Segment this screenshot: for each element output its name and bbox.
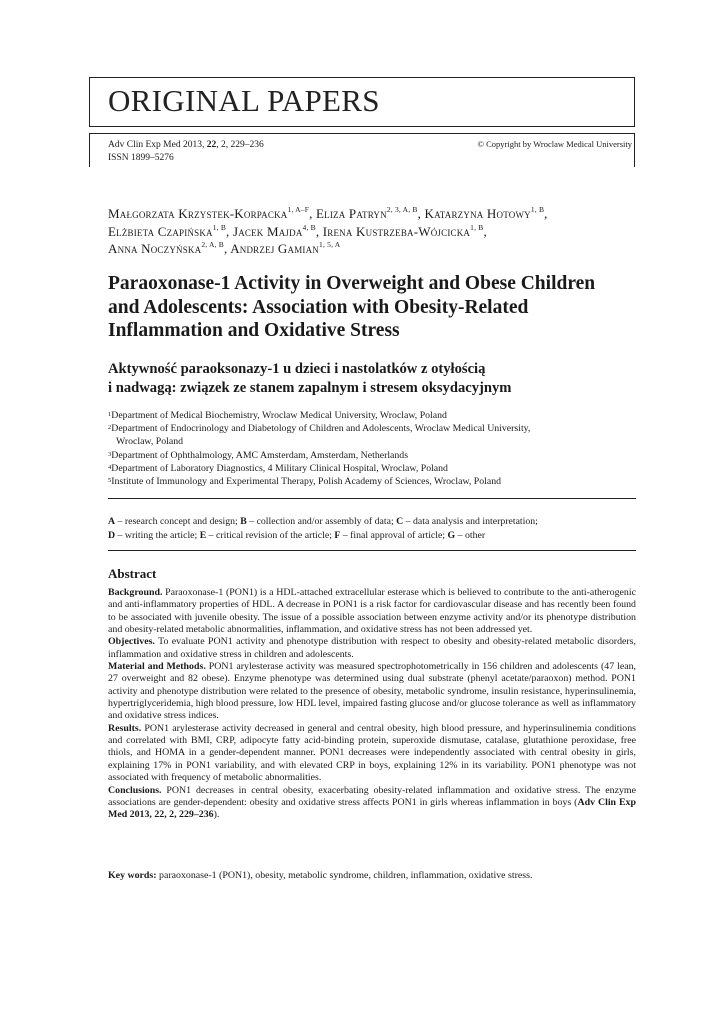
author: Małgorzata Krzystek-Korpacka$^{1, A-F}$, [108,205,317,221]
citation: Adv Clin Exp Med 2013, 22, 2, 229–236 [108,140,264,150]
divider [108,550,636,551]
divider [108,498,636,499]
volume: 22 [206,140,217,150]
author: Anna Noczyńska$^{2, A, B}$, [108,240,231,256]
journal-meta [89,133,635,167]
abstract-methods: Material and Methods. PON1 arylesterase activity was measured spectrophotometrically in 156 children and adolescents (47 lean, 27 overweight and 82 obese). Enzyme phenotype was determined using dual substrate (phenyl acetate/paraoxon) method. PON1 activity and phenotype distribution were related to the presence of obesity, metabolic syndrome, insulin resistance, hyperinsulinemia, hypertriglyceridemia, high blood pressure, low HDL level, impaired fasting glucose and/or glucose tolerance as well as inflammatory and oxidative stress indices. [108,661,636,722]
affiliation: $^4$Department of Laboratory Diagnostics, 4 Military Clinical Hospital, Wroclaw, Poland [108,462,448,474]
affiliation: $^5$Institute of Immunology and Experimental Therapy, Polish Academy of Sciences, Wroclaw, Poland [108,476,502,488]
article-title: Paraoxonase-1 Activity in Overweight and Obese Children and Adolescents: Association with Obesity-Related Inflammation and Oxidative Stress [108,273,596,341]
author: Irena Kustrzeba-Wójcicka$^{1, B}$, [322,222,487,239]
abstract-objectives: Objectives. To evaluate PON1 activity and phenotype distribution with respect to obesity and obesity-related metabolic disorders, inflammation and oxidative stress in children and adolescents. [108,636,636,660]
abstract-results: Results. PON1 arylesterase activity decreased in general and central obesity, high blood pressure, and hyperinsulinemia conditions and correlated with BMI, CRP, adipocyte fatty acid-binding protein, superoxide dismutase, catalase, glutathione peroxidase, free thiols, and HOMA in a gender-dependent manner. PON1 decreases were independently associated with central obesity in girls, explaining 17% in PON1 variability, and with elevated CRP in boys, explaining 12% in its variability. PON1 phenotype was not associated with frequency of metabolic abnormalities. [108,722,636,784]
section-header-box [89,77,635,127]
abstract-heading: Abstract [108,566,157,581]
author: Katarzyna Hotowy$^{1, B}$, [424,205,548,221]
abstract-body [108,587,636,822]
affiliation: $^3$Department of Ophthalmology, AMC Amsterdam, Amsterdam, Netherlands [108,449,409,461]
copyright: © Copyright by Wroclaw Medical University [477,139,632,149]
abstract-background: Background. Paraoxonase-1 (PON1) is a HDL-attached extracellular esterase which is believed to contribute to the anti-atherogenic and anti-inflammatory properties of HDL. A decrease in PON1 is a risk factor for cardiovascular disease and has recently been found to be associated with juvenile obesity. The issue of a possible association between enzyme activity and/or its phenotype distribution and obesity-related metabolic abnormalities, inflammation, and oxidative stress has not been addressed yet. [108,587,636,636]
abstract-conclusions: Conclusions. PON1 decreases in central obesity, exacerbating obesity-related inflammation and oxidative stress. The enzyme associations are gender-dependent: obesity and oxidative stress affects PON1 in girls whereas inflammation in boys (Adv Clin Exp Med 2013, 22, 2, 229–236). [108,784,636,821]
author-list [108,205,628,258]
keywords: Key words: paraoxonase-1 (PON1), obesity, metabolic syndrome, children, inflammation, oxidative stress. [108,870,533,881]
affiliations [108,409,628,488]
author: Elżbieta Czapińska$^{1, B}$, [108,222,233,239]
article-title-polish: Aktywność paraoksonazy-1 u dzieci i nastolatków z otyłością i nadwagą: związek ze stanem zapalnym i stresem oksydacyjnym [108,361,512,396]
contribution-legend: A – research concept and design; B – collection and/or assembly of data; C – data analysis and interpretation; D – writing the article; E – critical revision of the article; F – final approval of article; G – other [108,516,538,541]
issn: ISSN 1899–5276 [108,153,174,163]
author: Eliza Patryn$^{2, 3, A, B}$, [316,205,425,221]
author: Andrzej Gamian$^{1, 5, A}$ [230,240,341,256]
section-title: ORIGINAL PAPERS [108,83,380,118]
affiliation: $^2$Department of Endocrinology and Diabetology of Children and Adolescents, Wroclaw Medical University, Wroclaw, Poland [108,423,531,448]
affiliation: $^1$Department of Medical Biochemistry, Wroclaw Medical University, Wroclaw, Poland [108,410,447,421]
author: Jacek Majda$^{4, B}$, [232,222,323,239]
citation-block [108,139,264,165]
